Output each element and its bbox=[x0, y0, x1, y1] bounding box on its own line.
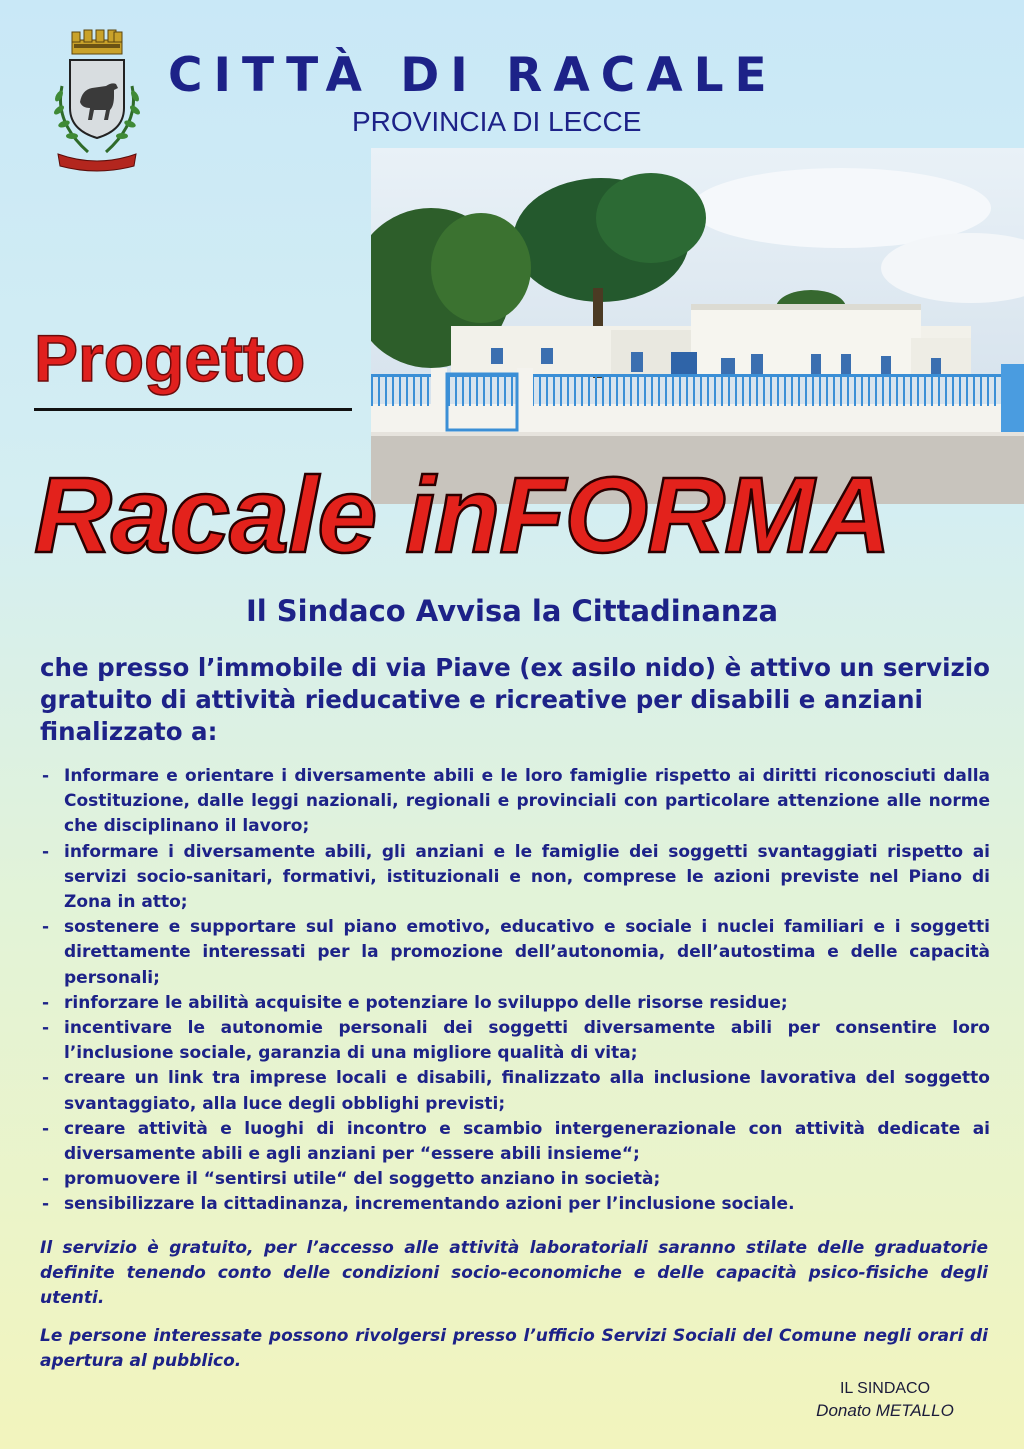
signature-name: Donato METALLO bbox=[816, 1401, 954, 1420]
progetto-underline bbox=[34, 408, 352, 411]
list-item: - rinforzare le abilità acquisite e potenziare lo sviluppo delle risorse residue; bbox=[40, 991, 990, 1016]
list-item: - sostenere e supportare sul piano emotivo, educativo e sociale i nuclei familiari e i soggetti direttamente interessati per la promozione dell’autonomia, dell’autostima e delle capacità personali; bbox=[40, 915, 990, 991]
list-item: - Informare e orientare i diversamente abili e le loro famiglie rispetto ai diritti riconosciuti dalla Costituzione, dalle leggi nazionali, regionali e provinciali con particolare attenzione alle norme che disciplinano il lavoro; bbox=[40, 764, 990, 840]
province-subtitle: PROVINCIA DI LECCE bbox=[352, 106, 642, 137]
list-item: - creare attività e luoghi di incontro e scambio intergenerazionale con attività dedicate ai diversamente abili e agli anziani per “essere abili insieme“; bbox=[40, 1117, 990, 1167]
building-photo bbox=[371, 148, 1024, 504]
notice-intro: che presso l’immobile di via Piave (ex asilo nido) è attivo un servizio gratuito di attività rieducative e ricreative per disabili e anziani finalizzato a: bbox=[40, 653, 990, 746]
progetto-label: Progetto bbox=[34, 321, 306, 395]
notice-title: Il Sindaco Avvisa la Cittadinanza bbox=[245, 594, 779, 628]
list-item: - incentivare le autonomie personali dei soggetti diversamente abili per consentire loro l’inclusione sociale, garanzia di una migliore qualità di vita; bbox=[40, 1016, 990, 1066]
access-note: Il servizio è gratuito, per l’accesso alle attività laboratoriali saranno stilate delle graduatorie definite tenendo conto delle condizioni socio-economiche e delle capacità psico-fisiche degli utenti. bbox=[40, 1238, 988, 1308]
municipal-coat-of-arms-icon bbox=[44, 26, 150, 176]
signature-role: IL SINDACO bbox=[839, 1380, 931, 1397]
list-item: - informare i diversamente abili, gli anziani e le famiglie dei soggetti svantaggiati rispetto ai servizi socio-sanitari, formativi, istituzionali e non, comprese le azioni previste nel Piano di Zona in atto; bbox=[40, 840, 990, 916]
list-item: - creare un link tra imprese locali e disabili, finalizzato alla inclusione lavorativa del soggetto svantaggiato, alla luce degli obblighi previsti; bbox=[40, 1066, 990, 1116]
project-name-headline: Racale inFORMA bbox=[34, 454, 891, 575]
objectives-list bbox=[40, 764, 990, 1218]
list-item: - sensibilizzare la cittadinanza, incrementando azioni per l’inclusione sociale. bbox=[40, 1192, 990, 1217]
list-item: - promuovere il “sentirsi utile“ del soggetto anziano in società; bbox=[40, 1167, 990, 1192]
contact-note: Le persone interessate possono rivolgersi presso l’ufficio Servizi Sociali del Comune negli orari di apertura al pubblico. bbox=[40, 1326, 988, 1371]
city-title: CITTÀ DI RACALE bbox=[168, 48, 778, 103]
